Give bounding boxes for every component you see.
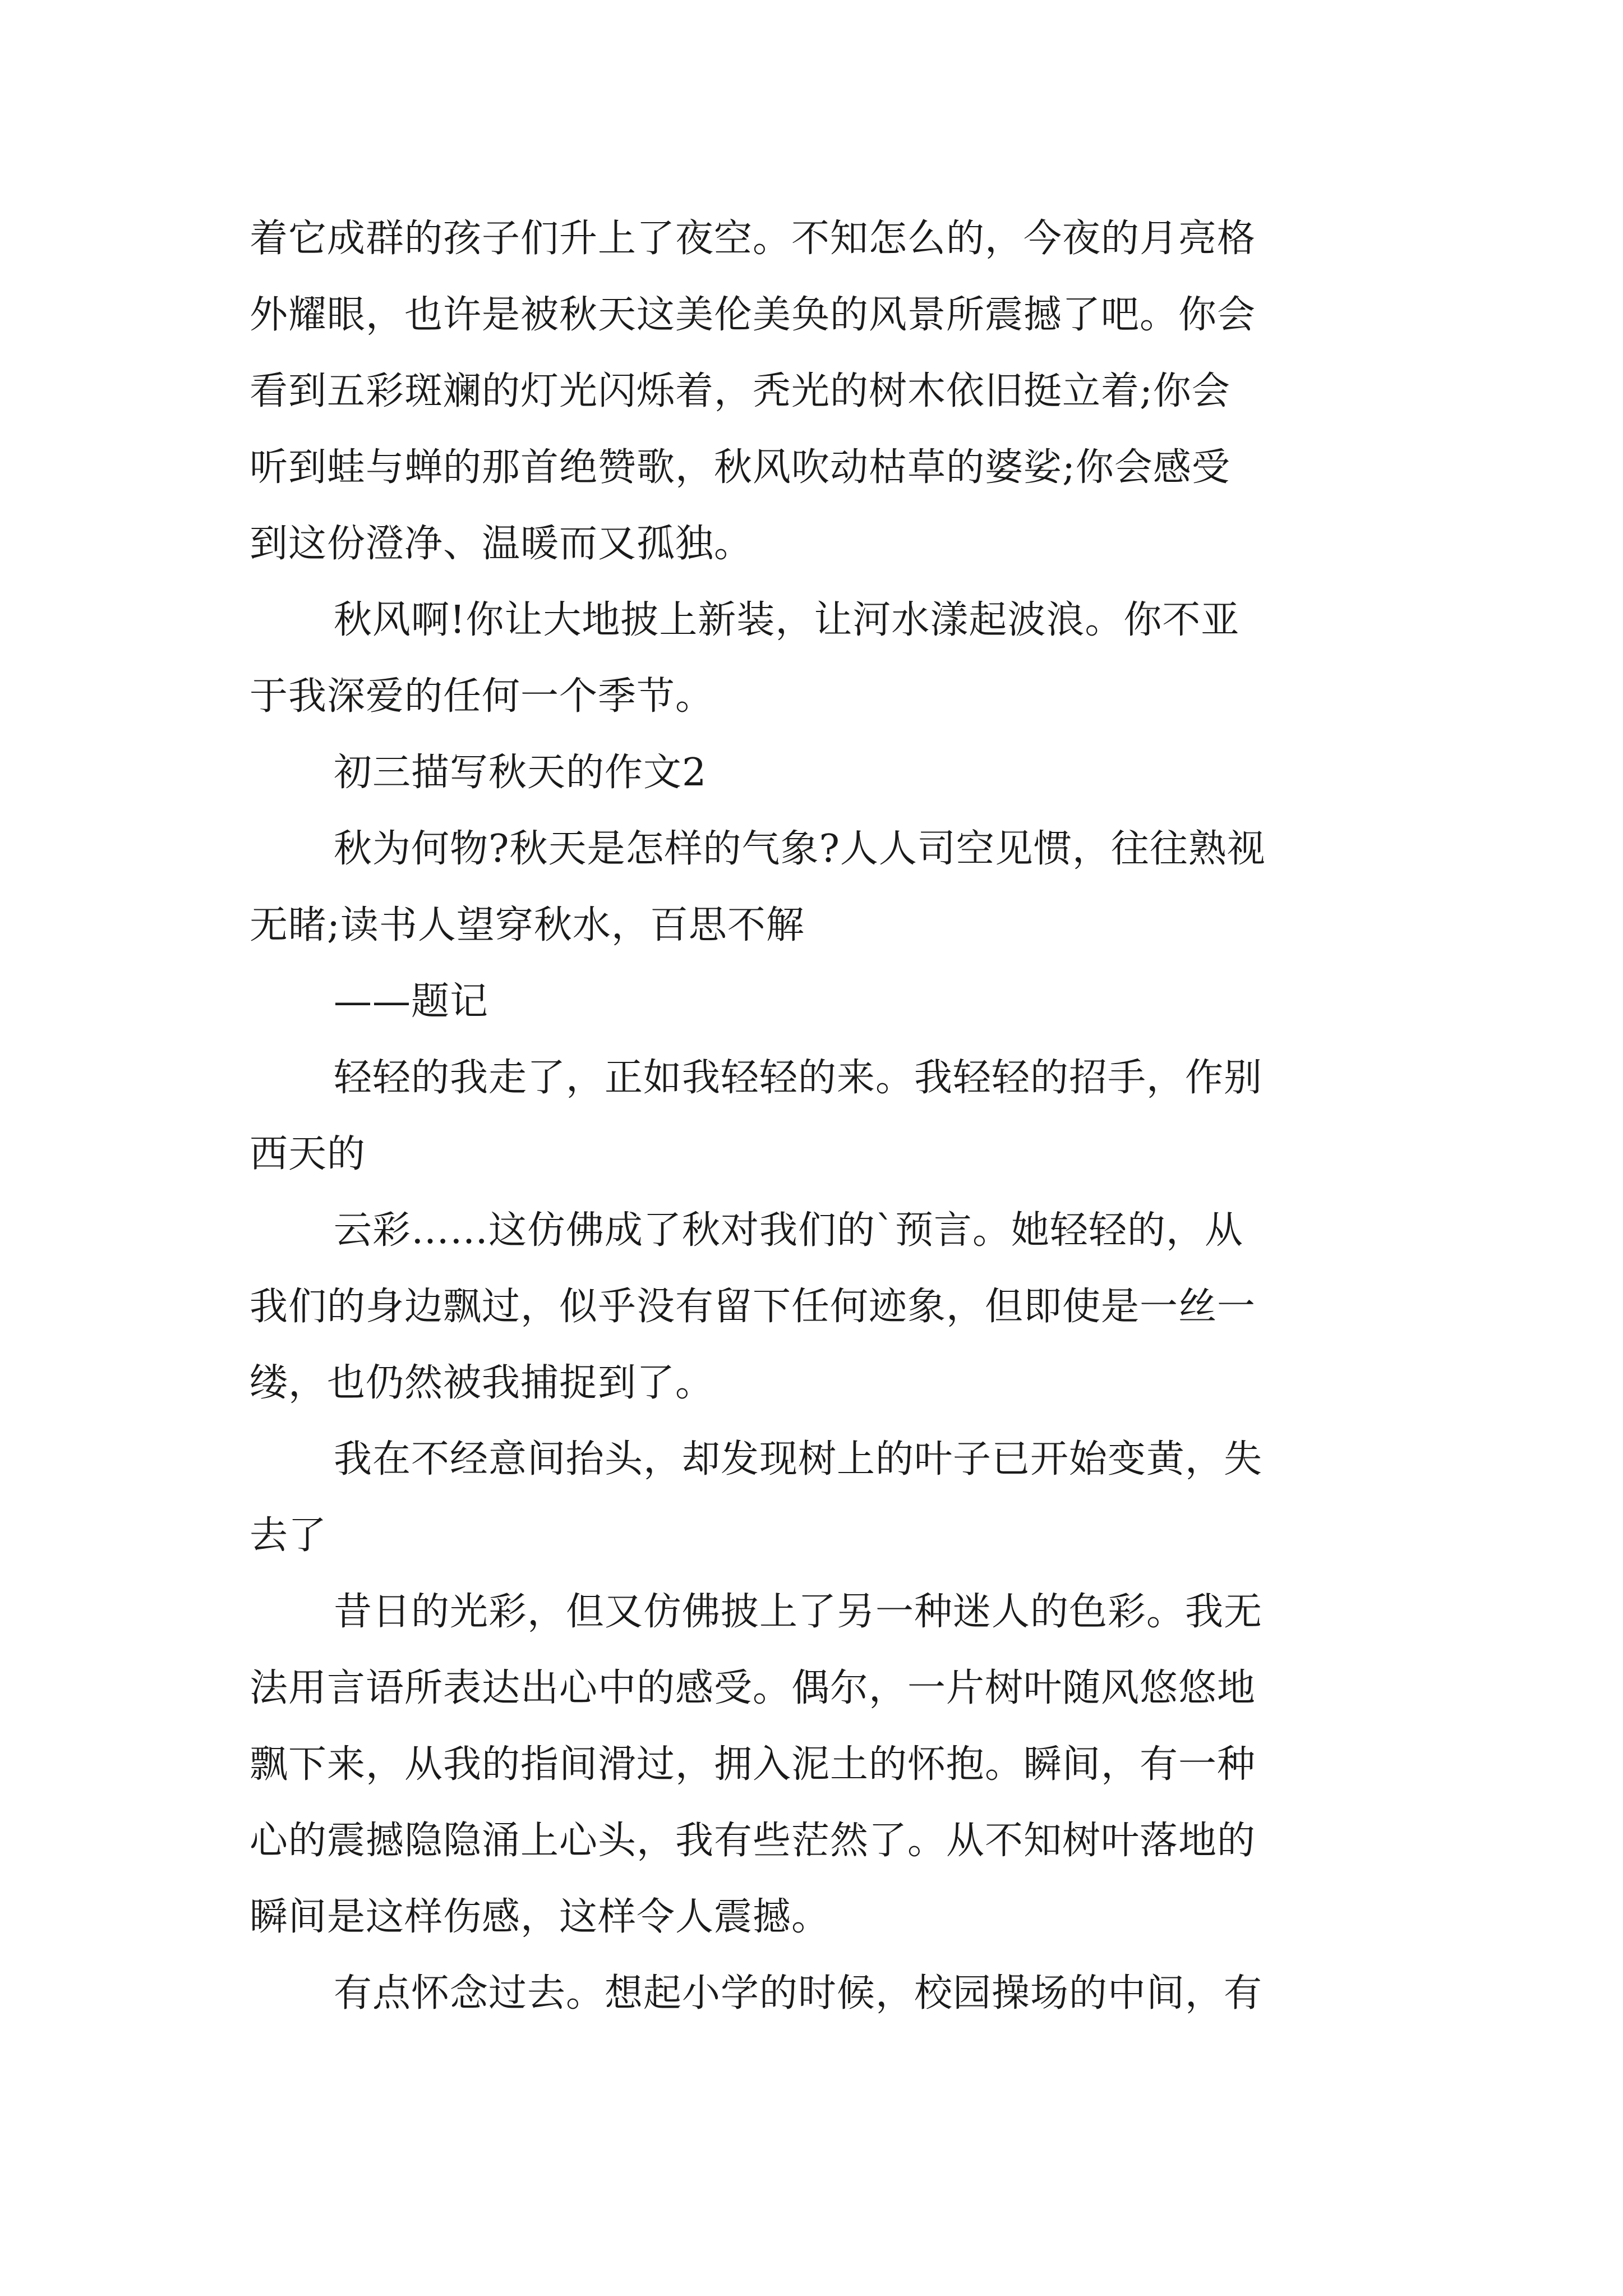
paragraph-start-line: 我在不经意间抬头，却发现树上的叶子已开始变黄，失 (334, 1437, 1263, 1481)
text-line: 法用言语所表达出心中的感受。偶尔，一片树叶随风悠悠地 (250, 1666, 1256, 1710)
epigraph-attribution: ——题记 (334, 979, 489, 1024)
text-line: 去了 (250, 1513, 328, 1558)
text-line: 缕，也仍然被我捕捉到了。 (250, 1361, 714, 1405)
paragraph-start-line: 秋风啊!你让大地披上新装，让河水漾起波浪。你不亚 (334, 598, 1240, 642)
paragraph-start-line: 秋为何物?秋天是怎样的气象?人人司空见惯，往往熟视 (334, 827, 1266, 871)
text-line: 着它成群的孩子们升上了夜空。不知怎么的，今夜的月亮格 (250, 217, 1256, 261)
text-line: 于我深爱的任何一个季节。 (250, 674, 714, 719)
body-text (250, 201, 1394, 2032)
paragraph-start-line: 有点怀念过去。想起小学的时候，校园操场的中间，有 (334, 1971, 1263, 2016)
text-line: 看到五彩斑斓的灯光闪烁着，秃光的树木依旧挺立着;你会 (250, 369, 1230, 413)
text-line: 飘下来，从我的指间滑过，拥入泥土的怀抱。瞬间，有一种 (250, 1742, 1256, 1787)
section-heading: 初三描写秋天的作文2 (334, 751, 707, 795)
text-line: 心的震撼隐隐涌上心头，我有些茫然了。从不知树叶落地的 (250, 1819, 1256, 1863)
paragraph-start-line: 轻轻的我走了，正如我轻轻的来。我轻轻的招手，作别 (334, 1056, 1263, 1100)
text-line: 到这份澄净、温暖而又孤独。 (250, 522, 753, 566)
text-line: 瞬间是这样伤感，这样令人震撼。 (250, 1895, 831, 1939)
text-line: 外耀眼，也许是被秋天这美伦美奂的风景所震撼了吧。你会 (250, 293, 1256, 337)
text-line: 我们的身边飘过，似乎没有留下任何迹象，但即使是一丝一 (250, 1285, 1256, 1329)
text-line: 无睹;读书人望穿秋水，百思不解 (250, 903, 805, 947)
text-line: 西天的 (250, 1132, 366, 1176)
paragraph-start-line: 昔日的光彩，但又仿佛披上了另一种迷人的色彩。我无 (334, 1590, 1263, 1634)
paragraph-start-line: 云彩……这仿佛成了秋对我们的`预言。她轻轻的，从 (334, 1208, 1244, 1253)
text-line: 听到蛙与蝉的那首绝赞歌，秋风吹动枯草的婆娑;你会感受 (250, 445, 1230, 490)
